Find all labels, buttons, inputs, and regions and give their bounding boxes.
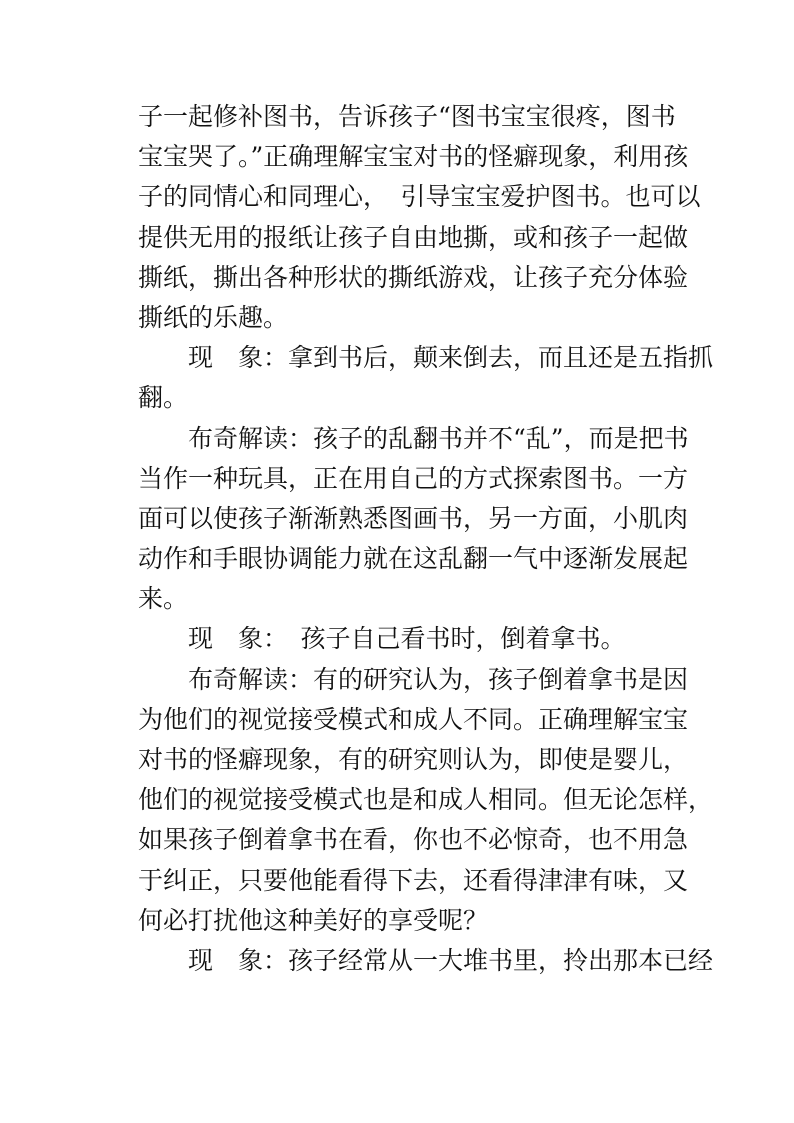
text-line: 撕纸，撕出各种形状的撕纸游戏，让孩子充分体验	[138, 262, 689, 292]
text-line: 当作一种玩具，正在用自己的方式探索图书。一方	[138, 463, 689, 493]
text-line: 对书的怪癖现象，有的研究则认为，即使是婴儿，	[138, 745, 689, 774]
text-line: 何必打扰他这种美好的享受呢？	[138, 905, 489, 935]
text-line: 布奇解读：孩子的乱翻书并不“乱”，而是把书	[138, 423, 689, 453]
text-line: 于纠正，只要他能看得下去，还看得津津有味，又	[138, 865, 689, 895]
text-line: 现 象： 孩子自己看书时，倒着拿书。	[138, 624, 626, 654]
text-line: 撕纸的乐趣。	[138, 302, 289, 332]
text-line: 如果孩子倒着拿书在看，你也不必惊奇，也不用急	[138, 825, 689, 855]
text-line: 翻。	[138, 383, 189, 413]
text-line: 提供无用的报纸让孩子自由地撕，或和孩子一起做	[138, 222, 689, 252]
text-line: 为他们的视觉接受模式和成人不同。正确理解宝宝	[138, 704, 689, 734]
text-line: 现 象：孩子经常从一大堆书里，拎出那本已经	[138, 945, 714, 975]
text-line: 布奇解读：有的研究认为，孩子倒着拿书是因	[138, 664, 689, 694]
text-line: 他们的视觉接受模式也是和成人相同。但无论怎样，	[138, 785, 714, 815]
text-line: 现 象：拿到书后，颠来倒去，而且还是五指抓	[138, 343, 714, 373]
text-line: 来。	[138, 584, 189, 614]
text-line: 子一起修补图书，告诉孩子“图书宝宝很疼，图书	[138, 102, 676, 131]
text-line: 面可以使孩子渐渐熟悉图画书，另一方面，小肌肉	[138, 503, 689, 533]
text-line: 子的同情心和同理心， 引导宝宝爱护图书。也可以	[138, 182, 701, 212]
text-line: 动作和手眼协调能力就在这乱翻一气中逐渐发展起	[138, 544, 689, 574]
text-line: 宝宝哭了。”正确理解宝宝对书的怪癖现象，利用孩	[138, 142, 689, 172]
body-text	[138, 97, 714, 981]
